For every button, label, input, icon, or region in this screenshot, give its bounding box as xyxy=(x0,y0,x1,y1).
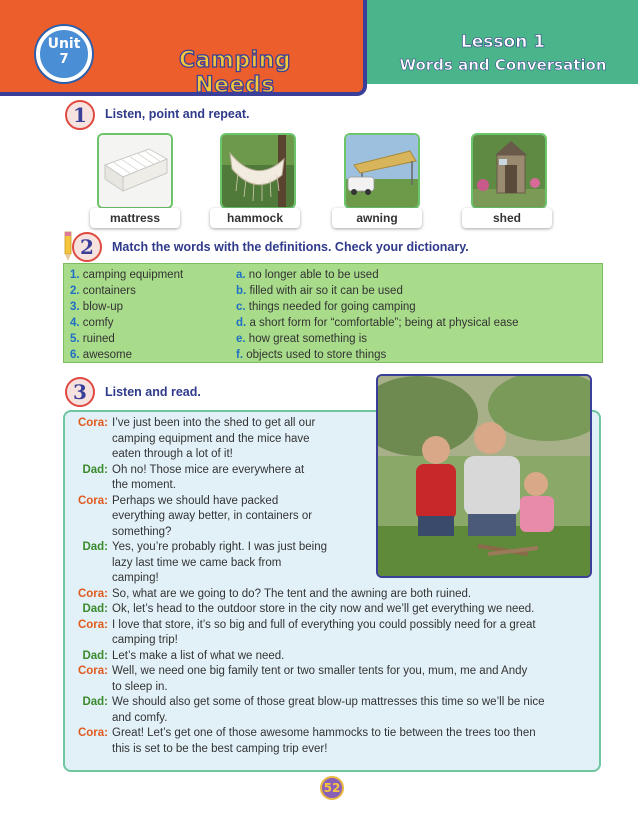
hammock-picture[interactable] xyxy=(220,133,296,209)
dialogue-line: everything away better, in containers or xyxy=(112,510,313,522)
lesson-title: Words and Conversation xyxy=(399,56,607,74)
definition-b xyxy=(236,283,403,299)
dialogue-line: to sleep in. xyxy=(112,680,168,693)
word-item-4 xyxy=(70,315,113,331)
mattress-icon xyxy=(99,135,171,207)
definition-letter: b. xyxy=(236,285,247,297)
dialogue-speaker: Cora: xyxy=(77,587,108,600)
hammock-icon xyxy=(222,135,294,207)
matching-box xyxy=(63,263,603,363)
section-3-badge: 3 xyxy=(65,377,95,407)
definition-f xyxy=(236,347,386,363)
definition-letter: d. xyxy=(236,317,247,329)
dialogue-line: I’ve just been into the shed to get all our xyxy=(112,417,316,429)
awning-icon xyxy=(346,135,418,207)
word-number: 5. xyxy=(70,333,80,345)
word-text: camping equipment xyxy=(82,269,184,281)
dialogue-speaker: Dad: xyxy=(82,541,108,553)
page-number: 52 xyxy=(320,776,344,800)
definition-e xyxy=(236,331,367,347)
dialogue-line: Perhaps we should have packed xyxy=(112,494,279,507)
dialogue-line: So, what are we going to do? The tent and the awning are both ruined. xyxy=(112,587,472,600)
word-number: 6. xyxy=(70,349,80,361)
definition-letter: e. xyxy=(236,333,246,345)
definition-letter: c. xyxy=(236,301,246,313)
dialogue-speaker: Dad: xyxy=(82,696,108,708)
dialogue-line: camping trip! xyxy=(112,634,178,646)
unit-badge xyxy=(36,26,92,82)
section-1-title: Listen, point and repeat. xyxy=(105,107,250,121)
dialogue-line: eaten through a lot of it! xyxy=(112,448,233,460)
word-text: blow-up xyxy=(82,301,124,313)
definition-text: objects used to store things xyxy=(246,349,387,361)
word-item-6 xyxy=(70,347,132,363)
dialogue-line: camping! xyxy=(112,572,159,584)
word-item-1 xyxy=(70,267,183,283)
dialogue-line: Oh no! Those mice are everywhere at xyxy=(112,463,305,476)
section-3-title: Listen and read. xyxy=(105,385,201,399)
definition-text: filled with air so it can be used xyxy=(249,285,403,297)
dialogue-line: We should also get some of those great blow-up mattresses this time so we’ll be nice xyxy=(112,696,545,708)
dialogue-line: and comfy. xyxy=(112,711,168,724)
shed-icon xyxy=(473,135,545,207)
shed-picture[interactable] xyxy=(471,133,547,209)
dialogue-speaker: Cora: xyxy=(77,665,108,677)
word-number: 3. xyxy=(70,301,80,313)
section-2-badge: 2 xyxy=(72,232,102,262)
word-text: containers xyxy=(82,285,136,297)
dialogue-line: Yes, you’re probably right. I was just being xyxy=(112,541,328,553)
dialogue-line: Let’s make a list of what we need. xyxy=(112,649,285,662)
definition-text: a short form for “comfortable”; being at physical ease xyxy=(249,317,519,329)
dialogue-speaker: Cora: xyxy=(77,727,108,739)
definition-text: things needed for going camping xyxy=(248,301,416,313)
definition-text: how great something is xyxy=(248,333,368,345)
definition-letter: a. xyxy=(236,269,246,281)
definition-letter: f. xyxy=(236,349,244,361)
word-item-5 xyxy=(70,331,115,347)
section-2-title: Match the words with the definitions. Check your dictionary. xyxy=(112,240,469,254)
dialogue-line: I love that store, it’s so big and full of everything you could possibly need for a great xyxy=(112,618,536,631)
word-item-2 xyxy=(70,283,136,299)
section-1-badge: 1 xyxy=(65,100,95,130)
dialogue-line: Well, we need one big family tent or two smaller tents for you, mum, me and Andy xyxy=(112,665,528,677)
definition-text: no longer able to be used xyxy=(248,269,379,281)
word-label-awning: awning xyxy=(332,208,422,228)
unit-number: 7 xyxy=(59,52,69,67)
dialogue-speaker: Cora: xyxy=(77,417,108,429)
pencil-icon xyxy=(62,230,74,262)
awning-picture[interactable] xyxy=(344,133,420,209)
word-text: ruined xyxy=(82,333,115,345)
dialogue-speaker: Dad: xyxy=(82,603,108,615)
definition-c xyxy=(236,299,416,315)
dialogue-speaker: Dad: xyxy=(82,463,108,476)
definition-a xyxy=(236,267,379,283)
word-number: 1. xyxy=(70,269,80,281)
lesson-number: Lesson 1 xyxy=(460,32,546,52)
dialogue-line: the moment. xyxy=(112,479,176,491)
word-text: awesome xyxy=(82,349,133,361)
word-number: 4. xyxy=(70,317,80,329)
dialogue-line: lazy last time we came back from xyxy=(112,556,282,569)
dialogue-speaker: Dad: xyxy=(82,649,108,662)
word-label-mattress: mattress xyxy=(90,208,180,228)
dialogue-line: Great! Let’s get one of those awesome hammocks to tie between the trees too then xyxy=(112,727,536,739)
definition-d xyxy=(236,315,519,331)
dialogue-line: something? xyxy=(112,525,172,538)
word-label-hammock: hammock xyxy=(210,208,300,228)
mattress-picture[interactable] xyxy=(97,133,173,209)
dialogue-speaker: Cora: xyxy=(77,618,108,631)
dialogue-line: camping equipment and the mice have xyxy=(112,432,310,445)
word-label-shed: shed xyxy=(462,208,552,228)
word-item-3 xyxy=(70,299,123,315)
word-text: comfy xyxy=(82,317,114,329)
dialogue-speaker: Cora: xyxy=(77,494,108,507)
unit-label: Unit xyxy=(47,36,81,52)
family-camping-photo xyxy=(376,374,592,578)
dialogue-line: this is set to be the best camping trip ever! xyxy=(112,742,328,755)
camping-family-icon xyxy=(378,376,590,576)
dialogue-line: Ok, let’s head to the outdoor store in the city now and we’ll get everything we need. xyxy=(112,603,535,615)
unit-title: Camping Needs xyxy=(178,48,292,98)
word-number: 2. xyxy=(70,285,80,297)
